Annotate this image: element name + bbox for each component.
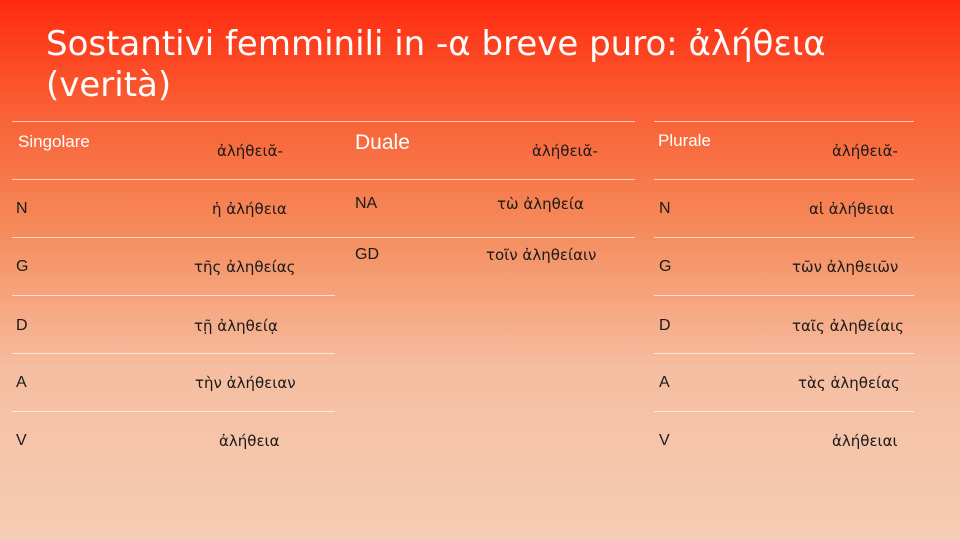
case-label: D <box>16 317 28 334</box>
dual-header: Duale <box>355 131 410 154</box>
table-row <box>12 238 335 296</box>
case-label: GD <box>355 246 379 263</box>
table-row <box>654 238 914 296</box>
case-form: τῇ ἀληθείᾳ <box>194 317 278 335</box>
table-row <box>12 296 335 354</box>
title-line-1: Sostantivi femminili in -α breve puro: ἀλήθεια <box>46 24 826 64</box>
plural-header: Plurale <box>658 131 711 150</box>
table-row <box>654 296 914 354</box>
case-form: τῆς ἀληθείας <box>194 258 296 276</box>
plural-header-row <box>654 122 914 180</box>
dual-stem: ἀλήθειᾰ- <box>532 142 598 160</box>
table-row <box>654 412 914 469</box>
singular-header-row <box>12 122 335 180</box>
case-label: G <box>659 258 672 275</box>
case-form: τὴν ἀλήθειαν <box>195 374 296 392</box>
case-form: τὰς ἀληθείας <box>798 374 900 392</box>
plural-table <box>654 121 914 469</box>
singular-table <box>12 121 335 469</box>
table-row <box>12 180 335 238</box>
dual-table <box>335 121 635 295</box>
table-row <box>12 412 335 469</box>
case-label: V <box>16 432 27 449</box>
case-form: τὼ ἀληθεία <box>497 195 584 213</box>
case-form: ἀλήθειαι <box>832 432 898 450</box>
table-row <box>12 354 335 412</box>
title-line-2: (verità) <box>46 65 172 105</box>
case-form: ἀλήθεια <box>219 432 280 450</box>
dual-header-row <box>335 122 635 180</box>
case-form: τῶν ἀληθειῶν <box>792 258 899 276</box>
case-form: αἱ ἀλήθειαι <box>809 200 895 218</box>
case-label: N <box>659 200 671 217</box>
table-row <box>335 180 635 238</box>
singular-header: Singolare <box>18 132 90 151</box>
case-label: D <box>659 317 671 334</box>
case-label: A <box>659 374 670 391</box>
plural-stem: ἀλήθειᾰ- <box>832 142 898 160</box>
case-label: A <box>16 374 27 391</box>
slide-title <box>46 24 926 106</box>
case-label: NA <box>355 195 378 212</box>
table-row <box>654 354 914 412</box>
case-form: ἡ ἀλήθεια <box>212 200 287 218</box>
case-form: ταῖς ἀληθείαις <box>792 317 904 335</box>
singular-stem: ἀλήθειᾰ- <box>217 142 283 160</box>
table-row <box>654 180 914 238</box>
case-label: N <box>16 200 28 217</box>
table-row <box>335 238 635 295</box>
case-form: τοῖν ἀληθείαιν <box>486 246 597 264</box>
case-label: G <box>16 258 29 275</box>
case-label: V <box>659 432 670 449</box>
